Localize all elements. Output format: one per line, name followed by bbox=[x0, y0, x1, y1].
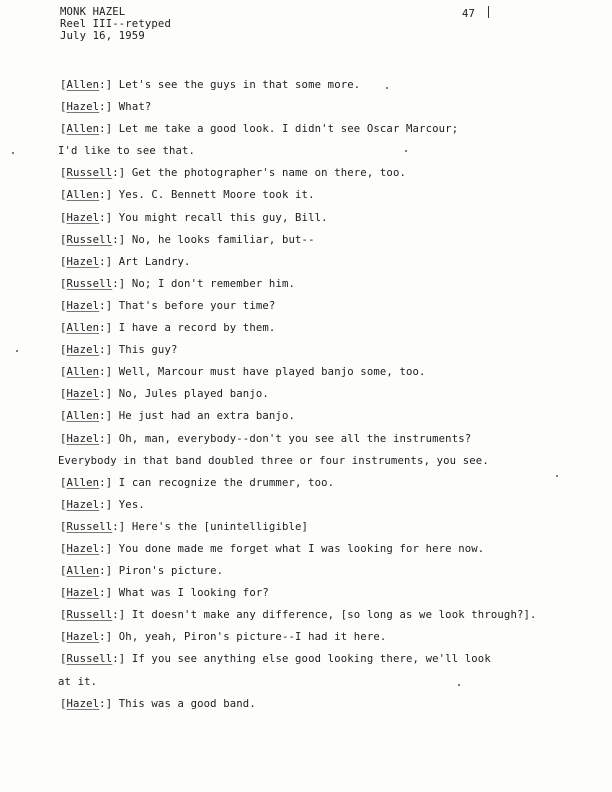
speech-text: What was I looking for? bbox=[118, 587, 269, 600]
speaker-name: Hazel bbox=[66, 697, 100, 710]
transcript-line bbox=[60, 450, 572, 472]
scan-speck bbox=[556, 475, 558, 477]
speech-text: No; I don't remember him. bbox=[131, 277, 296, 290]
header-reel: Reel III--retyped bbox=[60, 18, 171, 30]
transcript-line: [Allen:] Let's see the guys in that some more. bbox=[60, 79, 361, 91]
speech-text: I have a record by them. bbox=[118, 322, 276, 335]
speech-text: Art Landry. bbox=[118, 255, 191, 268]
speech-text: You done made me forget what I was looking for here now. bbox=[118, 542, 485, 555]
transcript-line: [Russell:] Here's the [unintelligible] bbox=[60, 520, 309, 533]
speaker-name: Hazel bbox=[66, 388, 100, 401]
scan-speck bbox=[12, 152, 14, 154]
transcript-line bbox=[60, 140, 572, 162]
speaker-name: Hazel bbox=[66, 631, 100, 644]
speaker-name: Russell bbox=[66, 520, 113, 533]
speaker-name: Allen bbox=[66, 79, 100, 91]
scan-speck bbox=[405, 150, 407, 152]
speaker-name: Allen bbox=[66, 322, 100, 335]
scan-speck bbox=[386, 87, 388, 89]
transcript-line: [Allen:] I can recognize the drummer, too. bbox=[60, 476, 335, 489]
margin-tick-mark bbox=[488, 6, 489, 18]
speech-text: If you see anything else good looking there, we'll look bbox=[131, 653, 491, 666]
transcript-line: [Allen:] Piron's picture. bbox=[60, 565, 224, 578]
speaker-name: Allen bbox=[66, 476, 100, 489]
speaker-name: Allen bbox=[66, 123, 100, 136]
transcript-line: [Hazel:] No, Jules played banjo. bbox=[60, 388, 269, 401]
speech-text: Get the photographer's name on there, too. bbox=[131, 167, 407, 180]
scan-speck bbox=[458, 684, 460, 686]
transcript-line: [Allen:] Yes. C. Bennett Moore took it. bbox=[60, 189, 315, 202]
speaker-name: Russell bbox=[66, 167, 113, 180]
speech-text: Let's see the guys in that some more. bbox=[118, 79, 361, 91]
transcript-body bbox=[60, 74, 572, 715]
speaker-name: Russell bbox=[66, 277, 113, 290]
speech-text: Oh, man, everybody--don't you see all the instruments? bbox=[118, 432, 472, 445]
speaker-name: Allen bbox=[66, 189, 100, 202]
transcript-line: [Hazel:] You done made me forget what I was looking for here now. bbox=[60, 542, 485, 555]
transcript-line: [Hazel:] This was a good band. bbox=[60, 697, 256, 710]
speaker-name: Hazel bbox=[66, 299, 100, 312]
transcript-line bbox=[60, 671, 572, 693]
document-header bbox=[60, 6, 171, 42]
speaker-name: Hazel bbox=[66, 255, 100, 268]
transcript-line: [Russell:] If you see anything else good looking there, we'll look bbox=[60, 653, 491, 666]
speaker-name: Russell bbox=[66, 233, 113, 246]
speech-text: Let me take a good look. I didn't see Oscar Marcour; bbox=[118, 123, 459, 136]
speaker-name: Hazel bbox=[66, 587, 100, 600]
scan-speck bbox=[16, 350, 18, 352]
transcript-line: [Russell:] No, he looks familiar, but-- bbox=[60, 233, 315, 246]
speech-text: No, Jules played banjo. bbox=[118, 388, 269, 401]
speech-text: It doesn't make any difference, [so long as we look through?]. bbox=[131, 609, 537, 622]
speech-text: Well, Marcour must have played banjo some, too. bbox=[118, 366, 426, 379]
speech-text: This guy? bbox=[118, 344, 178, 357]
speaker-name: Russell bbox=[66, 653, 113, 666]
header-name: MONK HAZEL bbox=[60, 6, 126, 18]
speech-continuation: at it. bbox=[58, 675, 98, 688]
transcript-line: [Allen:] He just had an extra banjo. bbox=[60, 410, 296, 423]
transcript-line: [Hazel:] What? bbox=[60, 101, 152, 114]
speaker-name: Allen bbox=[66, 565, 100, 578]
speaker-name: Hazel bbox=[66, 498, 100, 511]
speaker-name: Hazel bbox=[66, 344, 100, 357]
speech-text: Here's the [unintelligible] bbox=[131, 520, 309, 533]
header-date: July 16, 1959 bbox=[60, 30, 145, 42]
speech-text: I can recognize the drummer, too. bbox=[118, 476, 335, 489]
transcript-line: [Russell:] Get the photographer's name on there, too. bbox=[60, 167, 407, 180]
speaker-name: Hazel bbox=[66, 211, 100, 224]
speech-text: He just had an extra banjo. bbox=[118, 410, 296, 423]
speech-text: Yes. C. Bennett Moore took it. bbox=[118, 189, 315, 202]
transcript-line: [Hazel:] Oh, yeah, Piron's picture--I had it here. bbox=[60, 631, 387, 644]
speech-text: Piron's picture. bbox=[118, 565, 224, 578]
transcript-line: [Hazel:] What was I looking for? bbox=[60, 587, 269, 600]
speech-text: Yes. bbox=[118, 498, 145, 511]
speaker-name: Hazel bbox=[66, 542, 100, 555]
transcript-line: [Russell:] No; I don't remember him. bbox=[60, 277, 296, 290]
speech-continuation: I'd like to see that. bbox=[58, 145, 196, 158]
speaker-name: Allen bbox=[66, 366, 100, 379]
transcript-line: [Allen:] Let me take a good look. I didn't see Oscar Marcour; bbox=[60, 123, 459, 136]
transcript-line: [Hazel:] Oh, man, everybody--don't you see all the instruments? bbox=[60, 432, 472, 445]
transcript-line: [Russell:] It doesn't make any difference, [so long as we look through?]. bbox=[60, 609, 537, 622]
transcript-line: [Hazel:] This guy? bbox=[60, 344, 178, 357]
speaker-name: Hazel bbox=[66, 101, 100, 114]
speech-text: No, he looks familiar, but-- bbox=[131, 233, 315, 246]
speech-text: What? bbox=[118, 101, 152, 114]
speech-text: That's before your time? bbox=[118, 299, 276, 312]
speech-text: This was a good band. bbox=[118, 697, 256, 710]
page-number: 47 bbox=[462, 8, 476, 20]
speech-continuation: Everybody in that band doubled three or four instruments, you see. bbox=[58, 454, 489, 467]
transcript-line: [Allen:] Well, Marcour must have played banjo some, too. bbox=[60, 366, 426, 379]
transcript-line: [Hazel:] You might recall this guy, Bill. bbox=[60, 211, 328, 224]
speaker-name: Hazel bbox=[66, 432, 100, 445]
speech-text: You might recall this guy, Bill. bbox=[118, 211, 328, 224]
transcript-line: [Hazel:] Yes. bbox=[60, 498, 145, 511]
speaker-name: Russell bbox=[66, 609, 113, 622]
speaker-name: Allen bbox=[66, 410, 100, 423]
transcript-line: [Allen:] I have a record by them. bbox=[60, 322, 276, 335]
transcript-line: [Hazel:] That's before your time? bbox=[60, 299, 276, 312]
transcript-line: [Hazel:] Art Landry. bbox=[60, 255, 191, 268]
speech-text: Oh, yeah, Piron's picture--I had it here. bbox=[118, 631, 387, 644]
